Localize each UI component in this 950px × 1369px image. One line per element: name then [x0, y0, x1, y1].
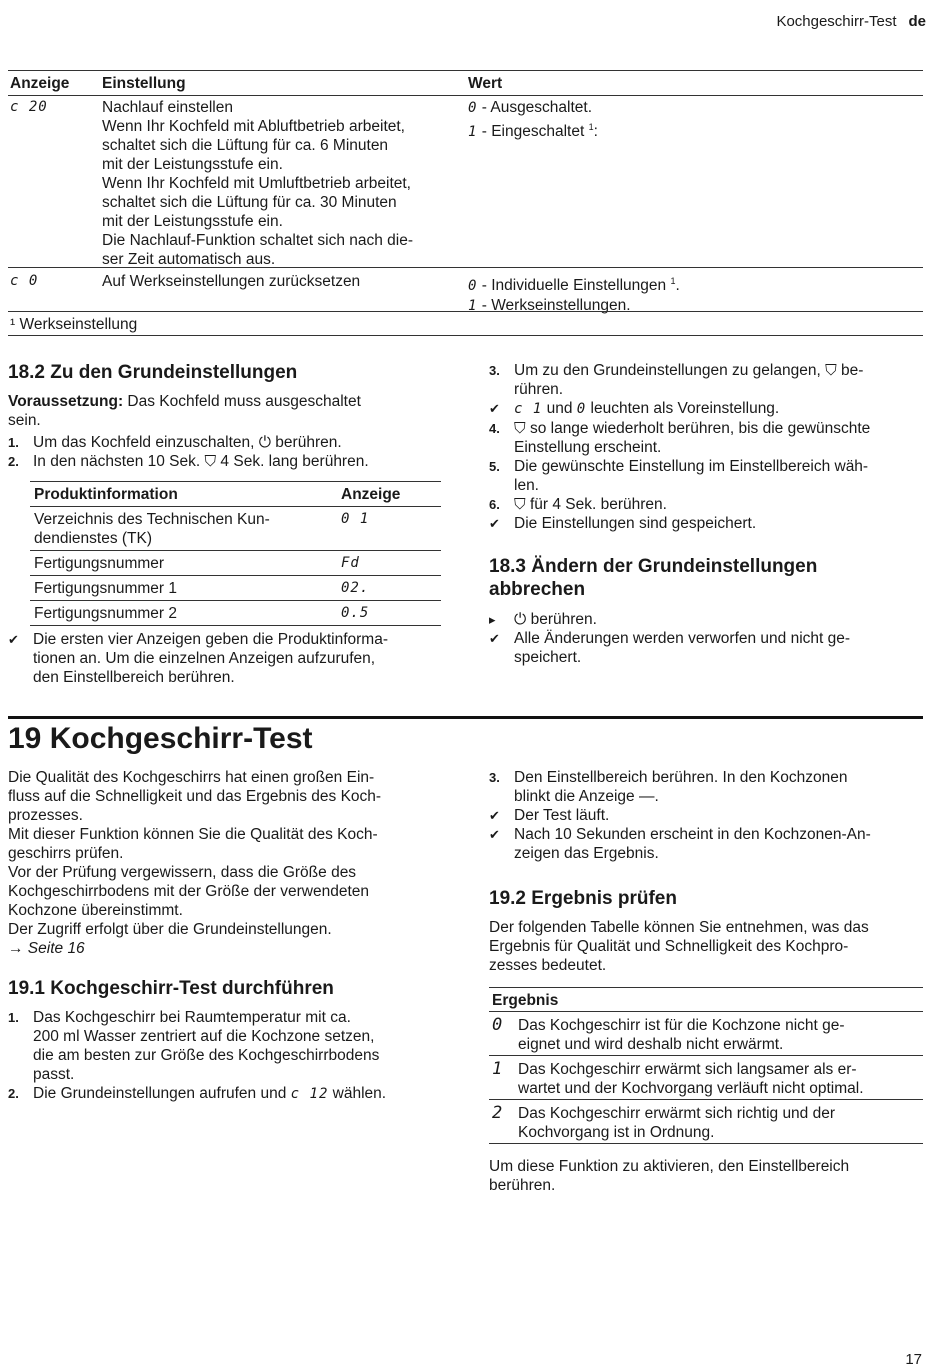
product-info-table — [30, 481, 441, 626]
list-item — [489, 457, 921, 495]
row1-value1-text: - Ausgeschaltet. — [477, 99, 593, 116]
cell-code: Fd — [341, 555, 360, 571]
prereq-text: Das Kochfeld muss ausgeschaltet — [123, 393, 361, 410]
step-number: 3. — [489, 770, 500, 785]
result-text: Die ersten vier Anzeigen geben die Produktinforma- — [33, 631, 388, 648]
col-header-product: Produktinformation — [34, 486, 178, 503]
section-18-3 — [489, 555, 921, 667]
footnote-ref: 1 — [588, 122, 594, 132]
display-code: 0 — [576, 401, 587, 417]
step-text: Einstellung erscheint. — [514, 439, 662, 456]
step-text: blinkt die Anzeige —. — [514, 788, 659, 805]
step-text: wählen. — [328, 1085, 387, 1102]
table-header-row — [489, 988, 923, 1012]
display-code: c 12 — [290, 1086, 329, 1102]
steps-list-continued — [489, 361, 921, 533]
row1-code: c 20 — [10, 99, 48, 115]
steps-list — [8, 433, 453, 471]
row1-setting — [102, 98, 462, 269]
chapter-heading: 19 Kochgeschirr-Test — [8, 722, 313, 755]
chapter-rule — [8, 716, 923, 719]
intro-line: Der folgenden Tabelle können Sie entnehmen, was das — [489, 919, 869, 936]
row1-desc-line: schaltet sich die Lüftung für ca. 6 Minuten — [102, 137, 389, 154]
step-text: 200 ml Wasser zentriert auf die Kochzone setzen, — [33, 1028, 375, 1045]
list-item — [489, 825, 921, 863]
result-desc: Das Kochgeschirr ist für die Kochzone nicht ge- — [518, 1017, 845, 1034]
step-text: 4 Sek. lang berühren. — [216, 453, 369, 470]
step-text: In den nächsten 10 Sek. — [33, 453, 205, 470]
row1-desc-line: Wenn Ihr Kochfeld mit Abluftbetrieb arbeitet, — [102, 118, 405, 135]
steps-list-continued — [489, 768, 921, 863]
cell-label: Verzeichnis des Technischen Kun- — [34, 511, 270, 528]
step-text: Die gewünschte Einstellung im Einstellbereich wäh- — [514, 458, 869, 475]
step-text: berühren. — [526, 611, 597, 628]
step-text: so lange wiederholt berühren, bis die gewünschte — [525, 420, 871, 437]
step-number: 2. — [8, 454, 19, 469]
row2-value1-text: - Individuelle Einstellungen — [477, 277, 671, 295]
list-item — [489, 514, 921, 533]
intro-line: Vor der Prüfung vergewissern, dass die Größe des — [8, 864, 357, 881]
step-text: Um zu den Grundeinstellungen zu gelangen, — [514, 362, 826, 379]
section-19-2 — [489, 887, 923, 975]
step-number: 3. — [489, 363, 500, 378]
list-item — [489, 361, 921, 399]
list-item — [489, 419, 921, 457]
result-text: zeigen das Ergebnis. — [514, 845, 659, 862]
table-top-rule — [8, 70, 923, 71]
result-desc: Kochvorgang ist in Ordnung. — [518, 1124, 715, 1141]
check-icon: ✔ — [8, 632, 19, 647]
prerequisite — [8, 392, 453, 430]
result-desc: Das Kochgeschirr erwärmt sich langsamer als er- — [518, 1061, 857, 1078]
table-row — [30, 601, 441, 626]
result-list — [8, 630, 453, 687]
step-text: Den Einstellbereich berühren. In den Kochzonen — [514, 769, 848, 786]
row1-desc-line: Wenn Ihr Kochfeld mit Umluftbetrieb arbeitet, — [102, 175, 411, 192]
steps-list — [489, 610, 921, 667]
row2-value2-text: - Werkseinstellungen. — [477, 297, 631, 315]
step-text: Die Grundeinstellungen aufrufen und — [33, 1085, 291, 1102]
outro-line: Um diese Funktion zu aktivieren, den Einstellbereich — [489, 1158, 850, 1175]
settings-key-icon: ⛉ — [514, 496, 526, 513]
check-icon: ✔ — [489, 401, 500, 416]
list-item — [489, 399, 921, 419]
row2-value1-end: . — [675, 277, 680, 295]
section-title: 19.1 Kochgeschirr-Test durchführen — [8, 978, 334, 999]
settings-key-icon: ⛉ — [204, 453, 217, 470]
footnote: ¹ Werkseinstellung — [10, 316, 138, 333]
list-item — [489, 495, 921, 514]
section-18-2 — [8, 361, 453, 471]
check-icon: ✔ — [489, 827, 500, 842]
row1-desc-line: mit der Leistungsstufe ein. — [102, 213, 283, 230]
header-title: Kochgeschirr-Test — [776, 13, 897, 30]
settings-key-icon: ⛉ — [514, 420, 526, 437]
intro-line: fluss auf die Schnelligkeit und das Ergebnis des Koch- — [8, 788, 382, 805]
table-row — [489, 1100, 923, 1144]
check-icon: ✔ — [489, 516, 500, 531]
row1-values — [468, 98, 918, 142]
cell-code: 0.5 — [341, 605, 370, 621]
intro-line: Der Zugriff erfolgt über die Grundeinstellungen. — [8, 921, 332, 938]
list-item — [8, 1008, 453, 1084]
result-desc: Das Kochgeschirr erwärmt sich richtig und der — [518, 1105, 836, 1122]
list-item — [8, 630, 453, 687]
section-title: 19.2 Ergebnis prüfen — [489, 888, 677, 909]
table-row — [489, 1056, 923, 1100]
result-text: den Einstellbereich berühren. — [33, 669, 235, 686]
header-language: de — [908, 13, 926, 30]
list-item — [489, 629, 921, 667]
row1-value1-code: 0 — [468, 100, 478, 116]
intro-line: Die Qualität des Kochgeschirrs hat einen großen Ein- — [8, 769, 375, 786]
col-header-setting: Einstellung — [102, 75, 186, 92]
intro-line: geschirrs prüfen. — [8, 845, 124, 862]
list-item — [489, 806, 921, 825]
row2-value1-code: 0 — [468, 278, 478, 295]
step-text: Das Kochgeschirr bei Raumtemperatur mit ca. — [33, 1009, 351, 1026]
step-text: be- — [836, 362, 864, 379]
result-text: speichert. — [514, 649, 582, 666]
step-number: 2. — [8, 1086, 19, 1101]
list-item — [489, 768, 921, 806]
display-code: c 1 — [514, 401, 543, 417]
chapter-intro — [8, 768, 453, 958]
intro-line: Ergebnis für Qualität und Schnelligkeit des Kochpro- — [489, 938, 849, 955]
section-title — [489, 555, 921, 601]
result-text: Nach 10 Sekunden erscheint in den Kochzonen-An- — [514, 826, 871, 843]
row1-desc-line: schaltet sich die Lüftung für ca. 30 Minuten — [102, 194, 397, 211]
row2-value2-code: 1 — [468, 298, 478, 315]
row1-desc-line: ser Zeit automatisch aus. — [102, 251, 276, 268]
prereq-text-cont: sein. — [8, 412, 41, 429]
intro-line: Mit dieser Funktion können Sie die Qualität des Koch- — [8, 826, 378, 843]
table-bottom-rule — [8, 335, 923, 336]
section-title-line: 18.3 Ändern der Grundeinstellungen — [489, 556, 818, 577]
step-number: 1. — [8, 435, 19, 450]
step-text: Um das Kochfeld einzuschalten, — [33, 434, 259, 451]
step-text: berühren. — [271, 434, 342, 451]
result-desc: eignet und wird deshalb nicht erwärmt. — [518, 1036, 784, 1053]
step-text: die am besten zur Größe des Kochgeschirrbodens — [33, 1047, 380, 1064]
result-text: tionen an. Um die einzelnen Anzeigen aufzurufen, — [33, 650, 376, 667]
col-header-display: Anzeige — [341, 486, 401, 503]
steps-list — [8, 1008, 453, 1104]
result-desc: wartet und der Kochvorgang verläuft nicht optimal. — [518, 1080, 864, 1097]
table-row — [30, 576, 441, 601]
check-icon: ✔ — [489, 631, 500, 646]
result-text: Die Einstellungen sind gespeichert. — [514, 515, 757, 532]
cell-label: Fertigungsnummer — [34, 555, 165, 572]
result-text: leuchten als Voreinstellung. — [586, 400, 780, 417]
power-icon: ⏻ — [258, 434, 271, 451]
row2-values — [468, 272, 918, 316]
cross-reference-link[interactable]: → Seite 16 — [8, 940, 85, 957]
row1-value2-text: - Eingeschaltet — [477, 123, 589, 141]
chapter-title — [8, 722, 313, 756]
outro-line: berühren. — [489, 1177, 556, 1194]
intro-line: Kochgeschirrbodens mit der Größe der verwendeten — [8, 883, 369, 900]
step-number: 6. — [489, 497, 500, 512]
result-text: Der Test läuft. — [514, 807, 610, 824]
table-header-row — [30, 482, 441, 507]
row2-code: c 0 — [10, 273, 39, 289]
check-icon: ✔ — [489, 808, 500, 823]
result-text: und — [542, 400, 577, 417]
footnote-rule — [8, 311, 923, 312]
step-number: 4. — [489, 421, 500, 436]
cell-label: Fertigungsnummer 2 — [34, 605, 178, 622]
row1-desc-line: Die Nachlauf-Funktion schaltet sich nach die- — [102, 232, 414, 249]
row2-title: Auf Werkseinstellungen zurücksetzen — [102, 273, 361, 290]
page-number: 17 — [905, 1351, 922, 1368]
result-code: 2 — [492, 1103, 504, 1123]
row1-desc-line: mit der Leistungsstufe ein. — [102, 156, 283, 173]
cell-label-cont: dendienstes (TK) — [34, 530, 153, 547]
table-header-rule — [8, 95, 923, 96]
col-header-result: Ergebnis — [492, 992, 559, 1009]
cell-code: 0 1 — [341, 511, 370, 527]
step-text: für 4 Sek. berühren. — [525, 496, 667, 513]
intro-line: Kochzone übereinstimmt. — [8, 902, 183, 919]
step-text: len. — [514, 477, 539, 494]
table-row — [489, 1012, 923, 1056]
row1-title: Nachlauf einstellen — [102, 99, 233, 116]
col-header-value: Wert — [468, 75, 503, 92]
section-19-1 — [8, 977, 453, 1104]
col-header-display: Anzeige — [10, 75, 70, 92]
settings-key-icon: ⛉ — [825, 362, 837, 379]
intro-line: zesses bedeutet. — [489, 957, 607, 974]
list-item — [8, 1084, 453, 1104]
running-header — [776, 12, 926, 31]
row-divider — [8, 267, 923, 268]
section-title: 18.2 Zu den Grundeinstellungen — [8, 362, 298, 383]
result-text: Alle Änderungen werden verworfen und nicht ge- — [514, 630, 851, 647]
result-code: 0 — [492, 1015, 504, 1035]
footnote-ref: 1 — [670, 276, 676, 286]
power-icon: ⏻ — [514, 611, 527, 628]
arrow-icon: ▸ — [489, 612, 496, 627]
cell-code: 02. — [341, 580, 370, 596]
step-text: rühren. — [514, 381, 564, 398]
step-number: 1. — [8, 1010, 19, 1025]
step-number: 5. — [489, 459, 500, 474]
result-code: 1 — [492, 1059, 504, 1079]
section-intro — [489, 918, 923, 975]
table-row — [30, 551, 441, 576]
section-title-line: abbrechen — [489, 579, 586, 600]
step-text: passt. — [33, 1066, 75, 1083]
list-item — [8, 452, 453, 471]
list-item — [489, 610, 921, 629]
table-row — [30, 507, 441, 551]
prereq-label: Voraussetzung: — [8, 393, 124, 410]
result-table — [489, 987, 923, 1144]
row1-value2-end: : — [593, 123, 598, 141]
row1-value2-code: 1 — [468, 124, 478, 141]
list-item — [8, 433, 453, 452]
cell-label: Fertigungsnummer 1 — [34, 580, 178, 597]
section-outro — [489, 1157, 923, 1195]
intro-line: prozesses. — [8, 807, 83, 824]
